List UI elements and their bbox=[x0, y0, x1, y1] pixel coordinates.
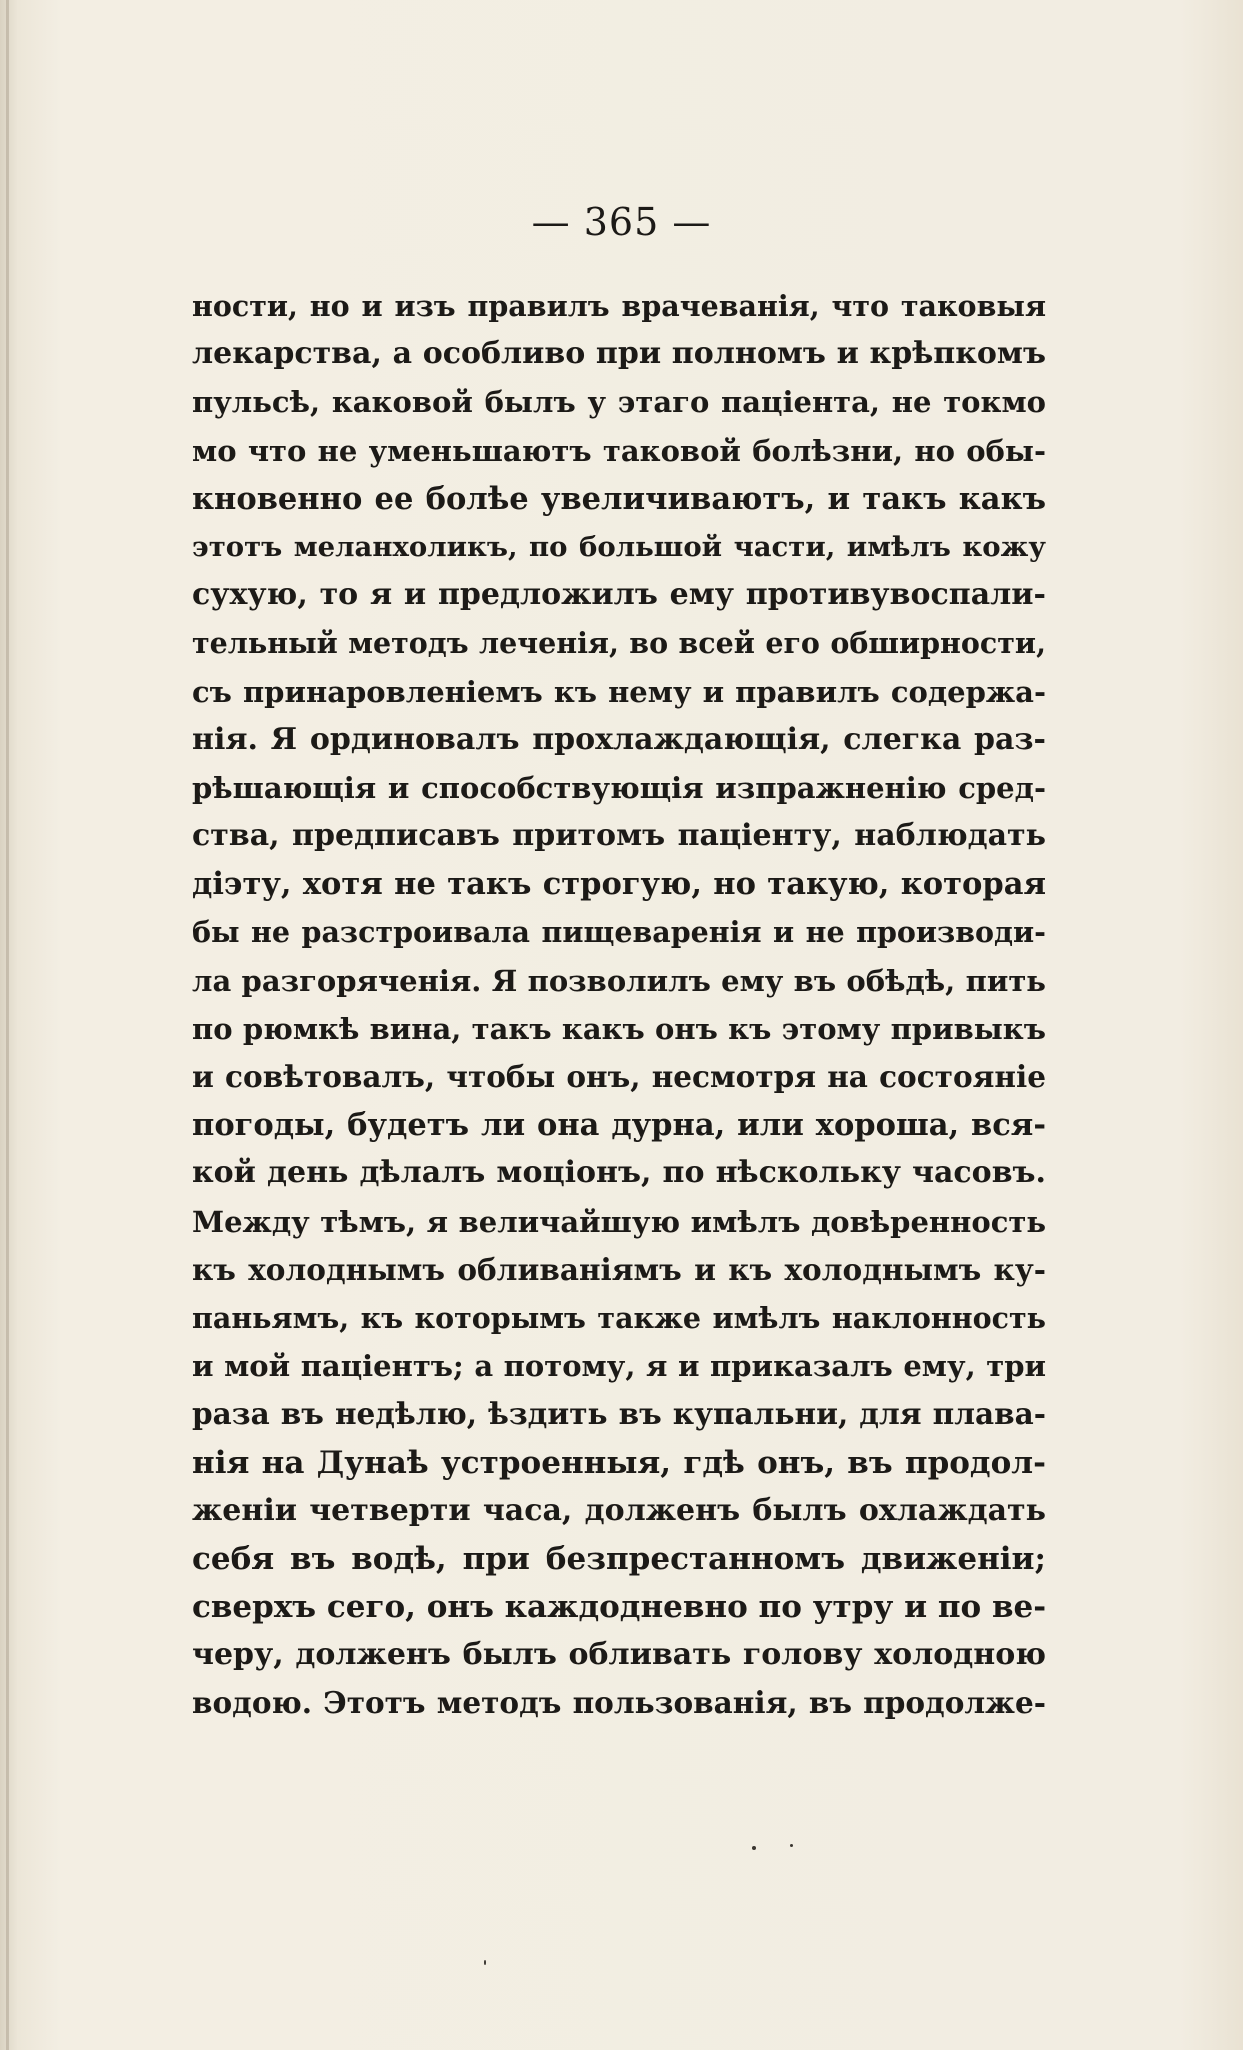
text-line: мо что не уменьшаютъ таковой болѣзни, но обы- bbox=[192, 433, 1046, 468]
body-text bbox=[192, 282, 1046, 1728]
text-line: по рюмкѣ вина, такъ какъ онъ къ этому привыкъ bbox=[192, 1011, 1046, 1046]
text-line: діэту, хотя не такъ строгую, но такую, которая bbox=[192, 866, 1046, 903]
text-line: съ принаровленіемъ къ нему и правилъ содержа- bbox=[192, 674, 1046, 709]
page-binding-edge bbox=[6, 0, 9, 2050]
text-line: ства, предписавъ притомъ паціенту, наблюдать bbox=[192, 818, 1046, 854]
text-line: Между тѣмъ, я величайшую имѣлъ довѣренность bbox=[192, 1204, 1046, 1239]
text-line: черу, долженъ былъ обливать голову холодною bbox=[192, 1637, 1046, 1673]
text-line: и мой паціентъ; а потому, я и приказалъ ему, три bbox=[192, 1349, 1046, 1384]
paper-speck bbox=[790, 1844, 793, 1847]
text-line: сухую, то я и предложилъ ему противувоспали- bbox=[192, 577, 1046, 613]
text-line: бы не разстроивала пищеваренія и не производи- bbox=[192, 915, 1046, 950]
text-line: рѣшающія и способствующія изпражненію сред- bbox=[192, 770, 1046, 805]
text-line: тельный методъ леченія, во всей его обширности, bbox=[192, 626, 1046, 661]
text-line: погоды, будетъ ли она дурна, или хороша, вся- bbox=[192, 1107, 1046, 1144]
text-line: кновенно ее болѣе увеличиваютъ, и такъ какъ bbox=[192, 480, 1046, 517]
text-line: раза въ недѣлю, ѣздить въ купальни, для плава- bbox=[192, 1396, 1046, 1432]
text-line: пульсѣ, каковой былъ у этаго паціента, не токмо bbox=[192, 385, 1046, 420]
text-line: нія. Я ординовалъ прохлаждающія, слегка раз- bbox=[192, 721, 1046, 757]
page-number: — 365 — bbox=[531, 200, 712, 244]
text-line: нія на Дунаѣ устроенныя, гдѣ онъ, въ продол- bbox=[192, 1444, 1046, 1481]
text-line: водою. Этотъ методъ пользованія, въ продолже- bbox=[192, 1685, 1046, 1721]
text-line: этотъ меланхоликъ, по большой части, имѣлъ кожу bbox=[192, 530, 1046, 563]
text-line: ности, но и изъ правилъ врачеванія, что таковыя bbox=[192, 289, 1046, 323]
text-line: женіи четверти часа, долженъ былъ охлаждать bbox=[192, 1492, 1046, 1528]
text-line: себя въ водѣ, при безпрестанномъ движеніи; bbox=[192, 1540, 1046, 1577]
paper-speck bbox=[484, 1960, 486, 1965]
text-line: кой день дѣлалъ моціонъ, по нѣскольку часовъ. bbox=[192, 1155, 1046, 1191]
text-line: и совѣтовалъ, чтобы онъ, несмотря на состояніе bbox=[192, 1059, 1046, 1094]
text-line: къ холоднымъ обливаніямъ и къ холоднымъ ку- bbox=[192, 1251, 1046, 1287]
text-line: сверхъ сего, онъ каждодневно по утру и по ве- bbox=[192, 1589, 1046, 1626]
paper-speck bbox=[752, 1846, 756, 1850]
text-line: лекарства, а особливо при полномъ и крѣпкомъ bbox=[192, 336, 1046, 372]
text-line: ла разгоряченія. Я позволилъ ему въ обѣдѣ, пить bbox=[192, 963, 1046, 998]
text-line: паньямъ, къ которымъ также имѣлъ наклонность bbox=[192, 1300, 1046, 1335]
